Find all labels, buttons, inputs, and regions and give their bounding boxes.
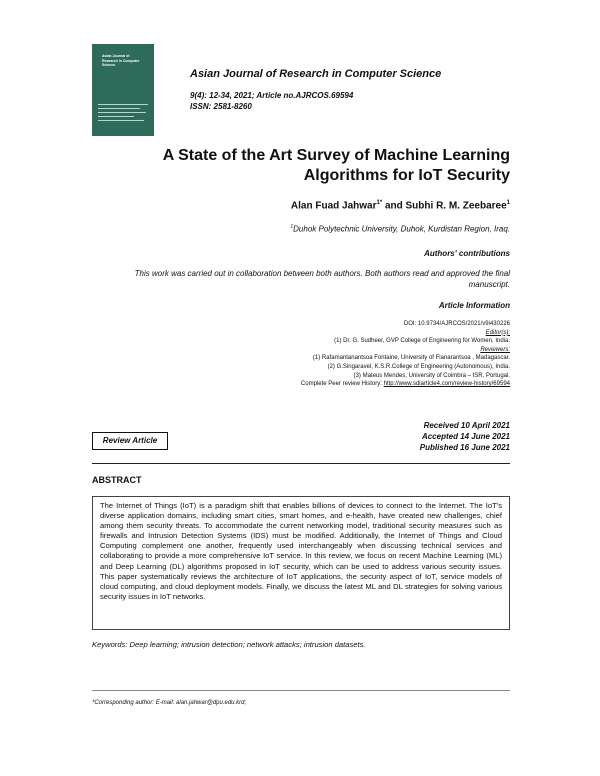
doi: DOI: 10.9734/AJRCOS/2021/v9i430226 xyxy=(403,321,510,327)
history-label: Complete Peer review History: xyxy=(300,381,384,388)
journal-cover-image xyxy=(92,44,154,136)
review-history-link[interactable]: http://www.sdiarticle4.com/review-history/69594 xyxy=(383,381,510,388)
cover-line xyxy=(98,104,148,105)
keywords: Keywords: Deep learning; intrusion detection; network attacks; intrusion datasets. xyxy=(92,640,366,649)
affiliation-sup: 1 xyxy=(290,224,294,230)
article-info-block xyxy=(150,320,510,389)
authors-line xyxy=(100,200,510,211)
article-type-badge: Review Article xyxy=(92,432,168,450)
author-2: Subhi R. M. Zeebaree xyxy=(405,200,507,212)
date-published: Published 16 June 2021 xyxy=(419,443,510,452)
dates-block xyxy=(300,420,510,453)
affiliation-text: Duhok Polytechnic University, Duhok, Kurdistan Region, Iraq. xyxy=(293,224,510,234)
article-info-heading: Article Information xyxy=(438,301,510,310)
author-2-sup: 1 xyxy=(506,200,510,206)
reviewer-2: (2) G.Singaravel, K.S.R.College of Engineering (Autonomous), India. xyxy=(327,363,510,370)
reviewers-label: Reviewers: xyxy=(480,346,510,353)
journal-volume-block xyxy=(190,90,353,112)
review-history xyxy=(150,380,510,389)
date-accepted: Accepted 14 June 2021 xyxy=(421,432,510,441)
cover-line xyxy=(98,120,144,121)
cover-line xyxy=(98,116,134,117)
title-line-1: A State of the Art Survey of Machine Learning xyxy=(162,147,510,164)
date-received: Received 10 April 2021 xyxy=(423,421,510,430)
editor-1: (1) Dr. G. Sudheer, GVP College of Engineering for Women, India. xyxy=(334,338,510,345)
corresponding-author: *Corresponding author: E-mail: alan.jahwar@dpu.edu.krd; xyxy=(92,700,247,706)
issn-line: ISSN: 2581-8260 xyxy=(190,102,252,111)
reviewer-1: (1) Rafamantanantsoa Fontaine, University of Fianarantsoa , Madagascar. xyxy=(312,355,510,362)
editors-label: Editor(s): xyxy=(485,329,510,336)
title-line-2: Algorithms for IoT Security xyxy=(303,167,510,184)
affiliation xyxy=(100,224,510,234)
abstract-text: The Internet of Things (IoT) is a paradigm shift that enables billions of devices to connect to the Internet. The IoT's diverse application domains, including smart cities, smart homes, and e-health, have created new challenges, chief among them security threats. To accommodate the current networking model, traditional security measures such as firewalls and Intrusion Detection Systems (IDS) must be modified. Additionally, the Internet of Things and Cloud Computing complement one another, frequently used interchangeably when discussing technical services and collaborating to provide a more comprehensive IoT service. In this review, we focus on recent Machine Learning (ML) and Deep Learning (DL) algorithms proposed in IoT security, which can be used to address various security issues. This paper systematically reviews the architecture of IoT applications, the security aspect of IoT, service models of cloud computing, and cloud deployment models. Finally, we discuss the latest ML and DL strategies for solving various security issues in IoT networks. xyxy=(92,496,510,630)
abstract-heading: ABSTRACT xyxy=(92,475,142,485)
journal-name: Asian Journal of Research in Computer Science xyxy=(190,68,442,80)
cover-line xyxy=(98,108,140,109)
cover-line xyxy=(98,112,146,113)
reviewer-3: (3) Mateus Mendes, University of Coimbra – ISR, Portugal. xyxy=(353,372,510,379)
author-1-sup: 1* xyxy=(376,200,383,206)
cover-title: Asian Journal of Research in Computer Science xyxy=(102,54,140,67)
author-1: Alan Fuad Jahwar xyxy=(290,200,377,212)
author-and: and xyxy=(382,200,406,212)
volume-line: 9(4): 12-34, 2021; Article no.AJRCOS.69594 xyxy=(190,91,354,100)
contributions-text: This work was carried out in collaboration between both authors. Both authors read and approved the final manuscript. xyxy=(134,269,510,289)
paper-title xyxy=(100,146,510,186)
divider xyxy=(92,463,510,464)
contributions-heading: Authors' contributions xyxy=(424,249,510,258)
footnote-divider xyxy=(92,690,510,691)
